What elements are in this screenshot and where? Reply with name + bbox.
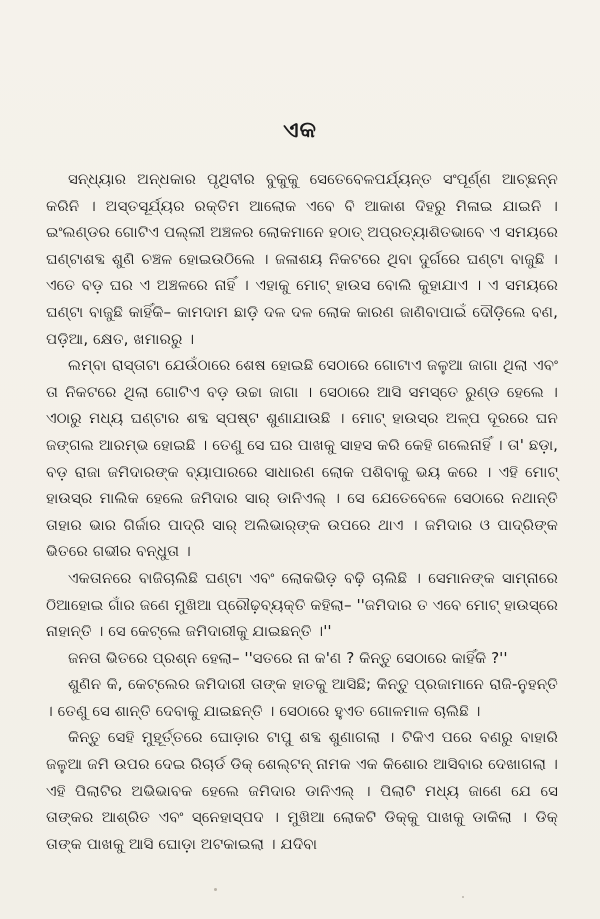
paper-speck <box>214 888 217 891</box>
paragraph: ଲମ୍ବା ରାସ୍ତାଟା ଯେଉଁଠାରେ ଶେଷ ହୋଇଛି ସେଠାରେ ଗୋଟାଏ ଜଳୁଆ ଜାଗା ଥିଲା ଏବଂ ତା ନିକଟରେ ଥିଲା ଗୋଟିଏ ବଡ଼ ଉଚ୍ଚା ଜାଗା । ସେଠାରେ ଆସି ସମସ୍ତେ ରୁଣ୍ଡ ହେଲେ । ଏଠାରୁ ମଧ୍ୟ ଘଣ୍ଟାର ଶବ୍ଦ ସ୍ପଷ୍ଟ ଶୁଣାଯାଉଛି । ମୋଟ୍ ହାଉସ୍‌ର ଅଳ୍ପ ଦୂରରେ ଘନ ଜଙ୍ଗଲ ଆରମ୍ଭ ହୋଇଛି । ତେଣୁ ସେ ଘର ପାଖକୁ ସାହସ କରି କେହି ଗଲେନାହିଁ । ତା' ଛଡ଼ା, ବଡ଼ ରାଜା ଜମିଦାରଙ୍କ ବ୍ୟାପାରରେ ସାଧାରଣ ଲୋକ ପଶିବାକୁ ଭୟ କରେ । ଏହି ମୋଟ୍ ହାଉସ୍‌ର ମାଲିକ ହେଲେ ଜମିଦାର ସାର୍ ଡାନିଏଲ୍ । ସେ ଯେତେବେଳେ ସେଠାରେ ନଥାନ୍ତି ତାହାର ଭାର ଗିର୍ଜାର ପାଦ୍ରି ସାର୍ ଅଲିଭାର୍‌ଙ୍କ ଉପରେ ଥାଏ । ଜମିଦାର ଓ ପାଦ୍ରିଙ୍କ ଭିତରେ ଗଭୀର ବନ୍ଧୁତା । <box>46 356 558 561</box>
paragraph: ଶୁଣିନ କି, କେଟ୍‌ଲେର ଜମିଦାରୀ ତାଙ୍କ ହାତକୁ ଆସିଛି; କିନ୍ତୁ ପ୍ରଜାମାନେ ରାଜି-ନୁହନ୍ତି । ତେଣୁ ସେ ଶାନ୍ତି ଦେବାକୁ ଯାଇଛନ୍ତି । ସେଠାରେ ହୁଏତ ଗୋଳମାଳ ଚାଲିଛି । <box>46 675 558 720</box>
paragraph: କିନ୍ତୁ ସେହି ମୁହୂର୍ତ୍ତରେ ଘୋଡ଼ାର ଟାପୁ ଶବ୍ଦ ଶୁଣାଗଲା । ଟିକିଏ ପରେ ବଣରୁ ବାହାରି ଜଳୁଆ ଜମି ଉପର ଦେଇ ରିଚାର୍ଡ ଡିକ୍ ଶେଲ୍‌ଟନ୍ ନାମକ ଏକ କିଶୋର ଆସିବାର ଦେଖାଗଲା । ଏହି ପିଲାଟିର ଅଭିଭାବକ ହେଲେ ଜମିଦାର ଡାନିଏଲ୍ । ପିଲାଟି ମଧ୍ୟ ଜାଣେ ଯେ ସେ ତାଙ୍କର ଆଶ୍ରିତ ଏବଂ ସ୍ନେହାସ୍ପଦ । ମୁଖିଆ ଲୋକଟି ଡିକ୍‌କୁ ପାଖକୁ ଡାକିଲା । ଡିକ୍ ତାଙ୍କ ପାଖକୁ ଆସି ଘୋଡ଼ା ଅଟକାଇଲା । ଯଦିବା <box>46 728 558 853</box>
paragraph: ସନ୍ଧ୍ୟାର ଅନ୍ଧକାର ପୃଥିବୀର ବୁକୁକୁ ସେତେବେଳପର୍ଯ୍ୟନ୍ତ ସଂପୂର୍ଣ୍ଣ ଆଚ୍ଛନ୍ନ କରିନି । ଅସ୍ତସୂର୍ଯ୍ୟର ରକ୍ତିମ ଆଲୋକ ଏବେ ବି ଆକାଶ ଦିହରୁ ମିଳାଇ ଯାଇନି । ଇଂଲଣ୍ଡର ଗୋଟିଏ ପଲ୍ଲୀ ଅଞ୍ଚଳର ଲୋକମାନେ ହଠାତ୍ ଅପ୍ରତ୍ୟାଶିତଭାବେ ଏ ସମୟରେ ଘଣ୍ଟାଶବ୍ଦ ଶୁଣି ଚଞ୍ଚଳ ହୋଇଉଠିଲେ । ଜଳାଶୟ ନିକଟରେ ଥିବା ଦୁର୍ଗରେ ଘଣ୍ଟା ବାଜୁଛି । ଏତେ ବଡ଼ ଘର ଏ ଅଞ୍ଚଳରେ ନାହିଁ । ଏହାକୁ ମୋଟ୍ ହାଉସ ବୋଲି କୁହାଯାଏ । ଏ ସମୟରେ ଘଣ୍ଟା ବାଜୁଛି କାହିଁକି– କାମଦାମ ଛାଡ଼ି ଦଳ ଦଳ ଲୋକ କାରଣ ଜାଣିବାପାଇଁ ଦୌଡ଼ିଲେ ବଣ, ପଡ଼ିଆ, କ୍ଷେତ, ଖମାରରୁ । <box>46 170 558 348</box>
chapter-title: ଏକ <box>283 118 317 143</box>
body-text <box>46 166 558 857</box>
paper-speck <box>462 896 464 898</box>
paragraph: ଜନତା ଭିତରେ ପ୍ରଶ୍ନ ହେଲା– ''ସତରେ ନା କ'ଣ ? କିନ୍ତୁ ସେଠାରେ କାହିଁକି ?'' <box>68 648 508 667</box>
paragraph: ଏକତାନରେ ବାଜିଚାଲିଛି ଘଣ୍ଟା ଏବଂ ଲୋକଭିଡ଼ ବଢ଼ି ଚାଲିଛି । ସେମାନଙ୍କ ସାମ୍ନାରେ ଠିଆହୋଇ ଗାଁର ଜଣେ ମୁଖିଆ ପ୍ରୌଢ଼ବ୍ୟକ୍ତି କହିଲା– ''ଜମିଦାର ତ ଏବେ ମୋଟ୍ ହାଉସ୍‌ରେ ନାହାନ୍ତି । ସେ କେଟ୍‌ଲେ ଜମିଦାରୀକୁ ଯାଇଛନ୍ତି ।'' <box>46 568 558 641</box>
